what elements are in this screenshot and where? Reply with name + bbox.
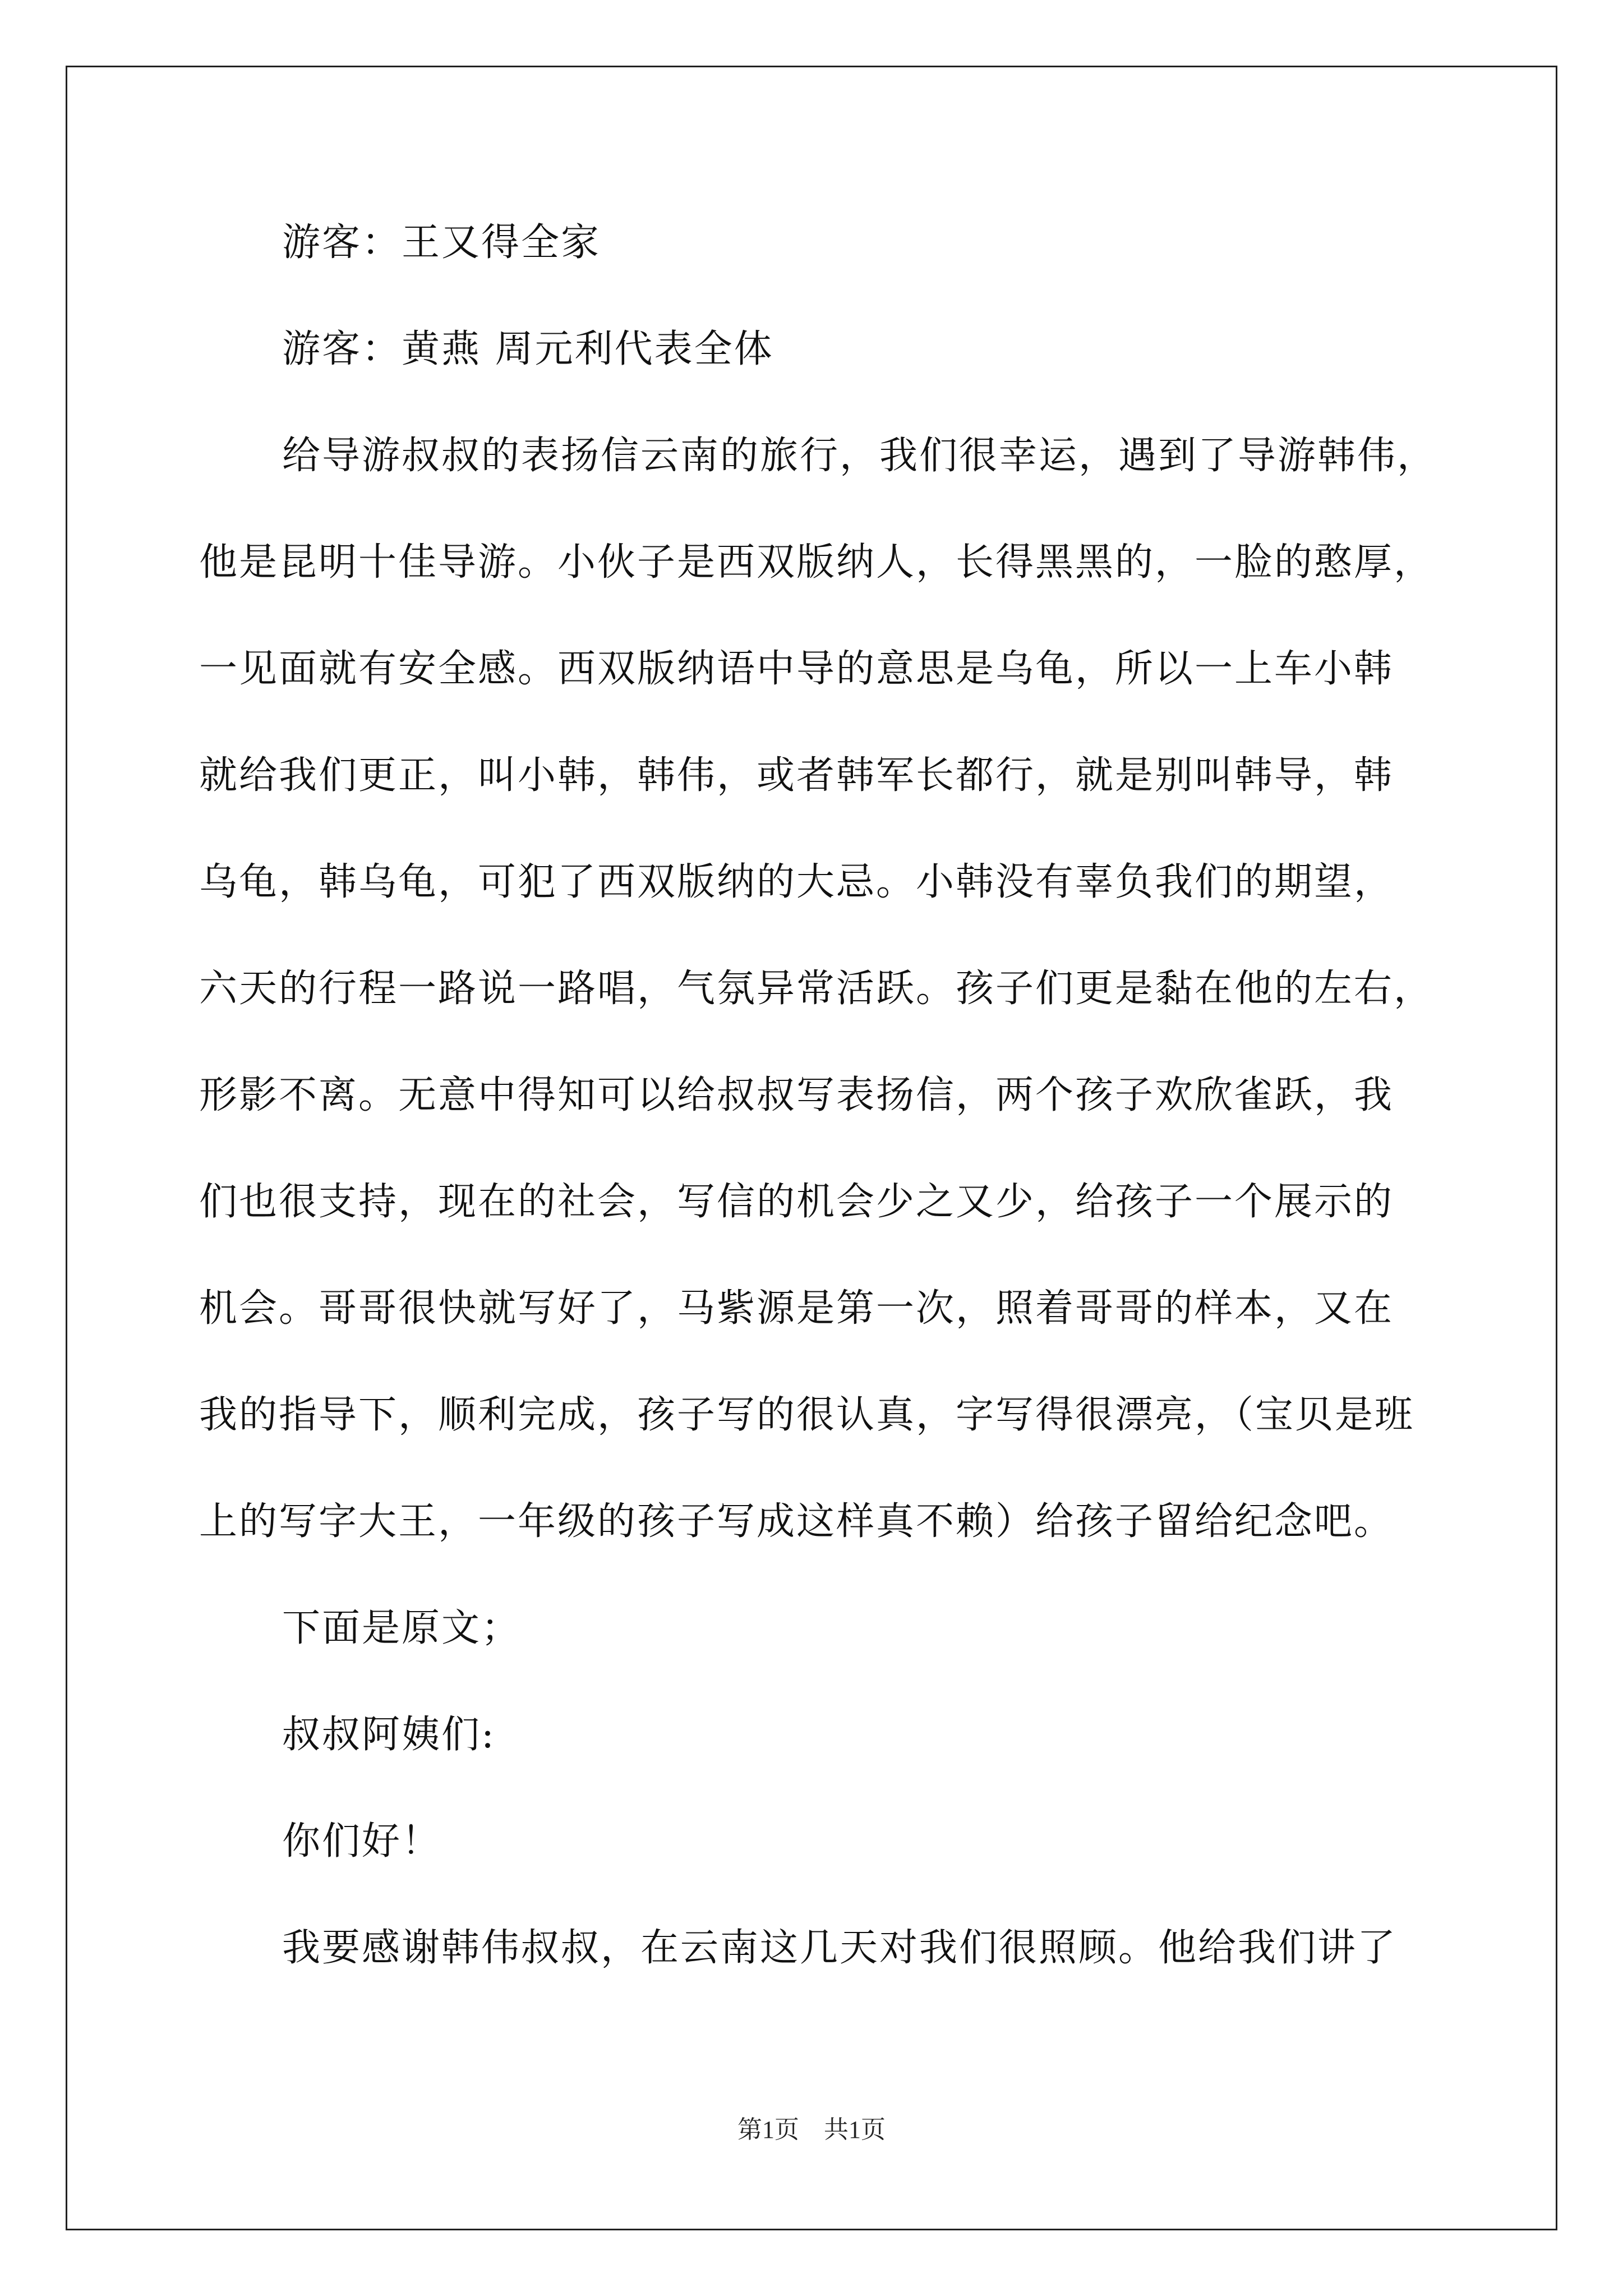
paragraph-line: 上的写字大王，一年级的孩子写成这样真不赖）给孩子留给纪念吧。: [199, 1499, 1394, 1544]
letter-body-line: 我要感谢韩伟叔叔，在云南这几天对我们很照顾。他给我们讲了: [282, 1926, 1398, 1970]
paragraph-line: 六天的行程一路说一路唱，气氛异常活跃。孩子们更是黏在他的左右，: [199, 967, 1434, 1011]
paragraph-line: 就给我们更正，叫小韩，韩伟，或者韩军长都行，就是别叫韩导，韩: [199, 753, 1394, 798]
paragraph-line: 机会。哥哥很快就写好了，马紫源是第一次，照着哥哥的样本，又在: [199, 1286, 1394, 1331]
visitor-line-1: 游客：王又得全家: [282, 220, 601, 265]
paragraph-line: 一见面就有安全感。西双版纳语中导的意思是乌龟，所以一上车小韩: [199, 647, 1394, 691]
paragraph-line: 他是昆明十佳导游。小伙子是西双版纳人，长得黑黑的，一脸的憨厚，: [199, 540, 1434, 585]
page-border: [66, 66, 1557, 2230]
paragraph-line: 形影不离。无意中得知可以给叔叔写表扬信，两个孩子欢欣雀跃，我: [199, 1073, 1394, 1117]
original-text-heading: 下面是原文；: [282, 1606, 522, 1650]
page-footer: [0, 2109, 1623, 2145]
visitor-line-2: 游客：黄燕 周元利代表全体: [282, 327, 774, 371]
paragraph-line: 我的指导下，顺利完成，孩子写的很认真，字写得很漂亮，（宝贝是班: [199, 1393, 1415, 1437]
paragraph-line: 给导游叔叔的表扬信云南的旅行，我们很幸运，遇到了导游韩伟，: [282, 434, 1437, 478]
page-number-total: 共1页: [824, 2116, 886, 2143]
paragraph-line: 们也很支持，现在的社会，写信的机会少之又少，给孩子一个展示的: [199, 1180, 1394, 1224]
paragraph-line: 乌龟，韩乌龟，可犯了西双版纳的大忌。小韩没有辜负我们的期望，: [199, 860, 1394, 904]
letter-salutation: 叔叔阿姨们:: [282, 1713, 496, 1757]
letter-greeting: 你们好！: [282, 1819, 442, 1864]
page-number-current: 第1页: [737, 2116, 799, 2143]
